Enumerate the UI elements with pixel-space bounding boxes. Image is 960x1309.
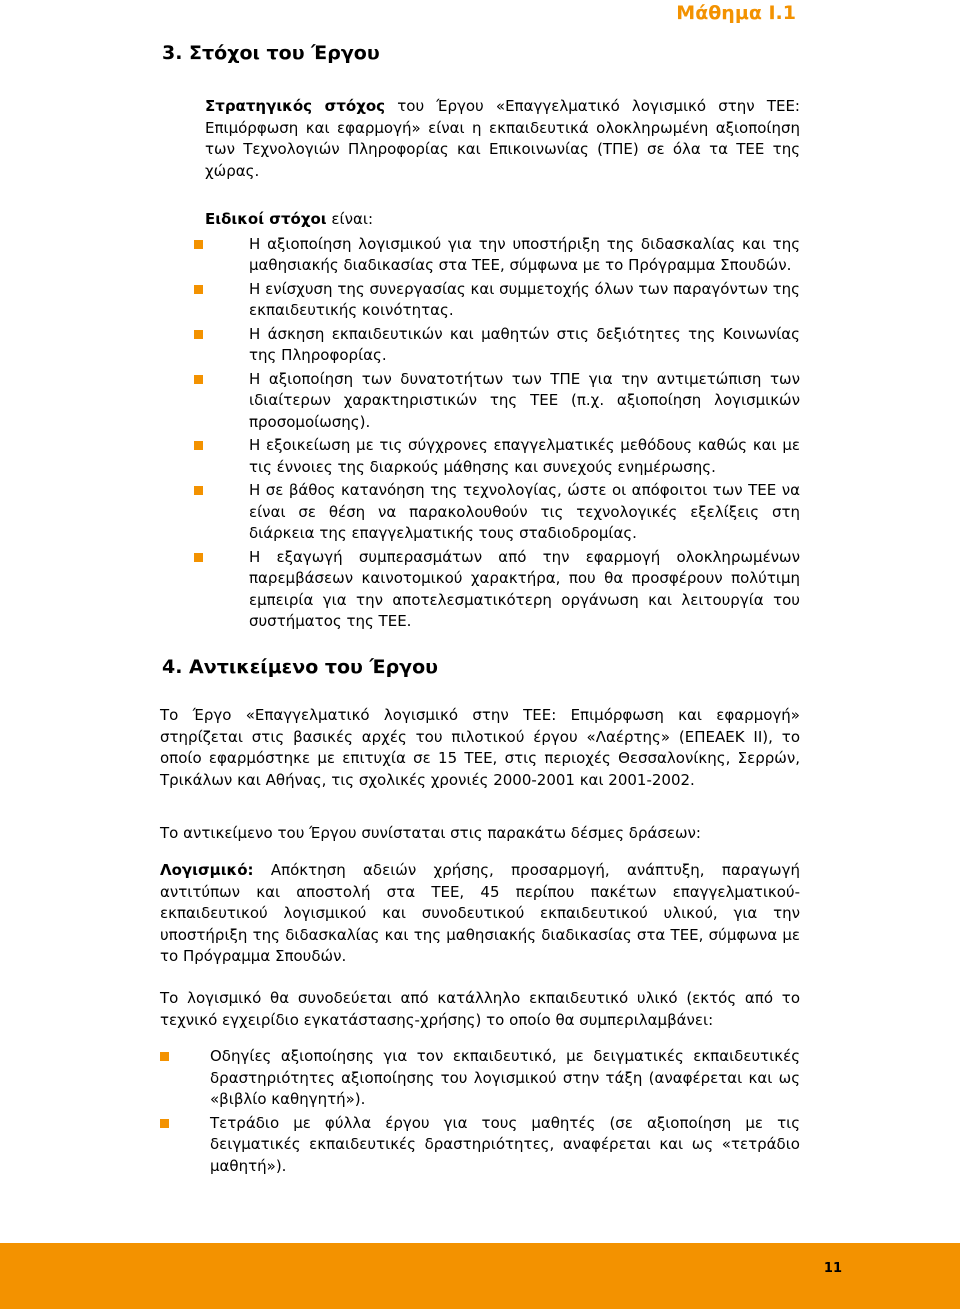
materials-block <box>160 1046 800 1179</box>
list-item <box>160 324 800 367</box>
software-paragraph <box>160 860 800 968</box>
section-3-title: 3. Στόχοι του Έργου <box>162 42 380 64</box>
list-item <box>160 1113 800 1178</box>
paragraph-text: Το αντικείμενο του Έργου συνίσταται στις παρακάτω δέσμες δράσεων: <box>160 824 701 842</box>
list-item-text: Η ενίσχυση της συνεργασίας και συμμετοχής όλων των παραγόντων της εκπαιδευτικής κοινότητας. <box>249 279 800 319</box>
bullet-square-icon <box>194 553 203 562</box>
specific-goals-list <box>160 234 800 633</box>
list-item <box>160 435 800 478</box>
bullet-square-icon <box>194 330 203 339</box>
list-item-text: Η εξοικείωση με τις σύγχρονες επαγγελματικές μεθόδους καθώς και με τις έννοιες της διαρκούς μάθησης και συνεχούς ενημέρωσης. <box>249 436 800 476</box>
bullet-square-icon <box>194 285 203 294</box>
list-item-text: Η άσκηση εκπαιδευτικών και μαθητών στις δεξιότητες της Κοινωνίας της Πληροφορίας. <box>249 324 800 364</box>
bullet-square-icon <box>194 486 203 495</box>
strategic-goal-text: του Έργου «Επαγγελματικό λογισμικό στην ΤΕΕ: Επιμόρφωση και εφαρμογή» είναι η εκπαιδευτικά ολοκληρωμένη αξιοποίηση των Τεχνολογιών Πληροφορίας και Επικοινωνίας (ΤΠΕ) σε όλα τα ΤΕΕ της χώρας. <box>205 97 800 180</box>
paragraph-text: Το Έργο «Επαγγελματικό λογισμικό στην ΤΕΕ: Επιμόρφωση και εφαρμογή» στηρίζεται στις βασικές αρχές του πιλοτικού έργου «Λαέρτης» (ΕΠΕΑΕΚ ΙΙ), το οποίο εφαρμόστηκε με επιτυχία σε 15 ΤΕΕ, στις περιοχές Θεσσαλονίκης, Σερρών, Τρικάλων και Αθήνας, τις σχολικές χρονιές 2000-2001 και 2001-2002. <box>160 706 800 789</box>
bullet-square-icon <box>160 1119 169 1128</box>
list-item-text: Τετράδιο με φύλλα έργου για τους μαθητές (σε αξιοποίηση με τις δειγματικές εκπαιδευτικές δραστηριότητες, αναφέρεται και ως «τετράδιο μαθητή»). <box>210 1113 800 1175</box>
list-item <box>160 369 800 434</box>
list-item <box>160 480 800 545</box>
materials-list <box>160 1046 800 1177</box>
software-text: Απόκτηση αδειών χρήσης, προσαρμογή, ανάπτυξη, παραγωγή αντιτύπων και αποστολή στα ΤΕΕ, 45 περίπου πακέτων επαγγελματικού-εκπαιδευτικού λογισμικού και συνοδευτικού εκπαιδευτικού υλικού, για την υποστήριξη της διδασκαλίας και της μαθησιακής διαδικασίας στα ΤΕΕ, σύμφωνα με το Πρόγραμμα Σπουδών. <box>160 861 800 965</box>
specific-goals-block <box>160 209 800 635</box>
list-item <box>160 1046 800 1111</box>
list-item-text: Η σε βάθος κατανόηση της τεχνολογίας, ώστε οι απόφοιτοι των ΤΕΕ να είναι σε θέση να παρακολουθούν τις τεχνολογικές εξελίξεις στη διάρκεια της επαγγελματικής τους σταδιοδρομίας. <box>249 481 800 542</box>
page-number: 11 <box>823 1261 842 1276</box>
bullet-square-icon <box>194 240 203 249</box>
list-item-text: Η αξιοποίηση των δυνατοτήτων των ΤΠΕ για την αντιμετώπιση των ιδιαίτερων χαρακτηριστικών της ΤΕΕ (π.χ. αξιοποίηση λογισμικών προσομοίωσης). <box>249 369 800 431</box>
list-item <box>160 279 800 322</box>
specific-goals-suffix: είναι: <box>326 210 374 228</box>
list-item <box>160 234 800 277</box>
material-intro-paragraph <box>160 988 800 1031</box>
list-item-text: Η αξιοποίηση λογισμικού για την υποστήριξη της διδασκαλίας και της μαθησιακής διαδικασίας στα ΤΕΕ, σύμφωνα με το Πρόγραμμα Σπουδών. <box>249 234 800 274</box>
strategic-goal-paragraph <box>160 96 800 182</box>
bullet-square-icon <box>194 375 203 384</box>
specific-goals-label: Ειδικοί στόχοι <box>205 210 327 228</box>
lesson-tag: Μάθημα Ι.1 <box>676 2 796 24</box>
actions-intro-paragraph <box>160 823 800 845</box>
list-item-text: Η εξαγωγή συμπερασμάτων από την εφαρμογή ολοκληρωμένων παρεμβάσεων καινοτομικού χαρακτήρα, που θα προσφέρουν πολύτιμη εμπειρία για την αποτελεσματικότερη οργάνωση και λειτουργία του συστήματος της ΤΕΕ. <box>249 547 800 630</box>
software-label: Λογισμικό: <box>160 861 254 879</box>
section-4-title: 4. Αντικείμενο του Έργου <box>162 656 438 678</box>
list-item-text: Οδηγίες αξιοποίησης για τον εκπαιδευτικό, με δειγματικές εκπαιδευτικές δραστηριότητες αξιοποίησης του λογισμικού στην τάξη (αναφέρεται και ως «βιβλίο καθηγητή»). <box>210 1047 800 1108</box>
bullet-square-icon <box>194 441 203 450</box>
bullet-square-icon <box>160 1052 169 1061</box>
project-object-paragraph <box>160 705 800 791</box>
list-item <box>160 547 800 633</box>
paragraph-text: Το λογισμικό θα συνοδεύεται από κατάλληλο εκπαιδευτικό υλικό (εκτός από το τεχνικό εγχειρίδιο εγκατάστασης-χρήσης) το οποίο θα συμπεριλαμβάνει: <box>160 989 800 1029</box>
footer-bar <box>0 1243 960 1309</box>
strategic-goal-label: Στρατηγικός στόχος <box>205 97 386 115</box>
